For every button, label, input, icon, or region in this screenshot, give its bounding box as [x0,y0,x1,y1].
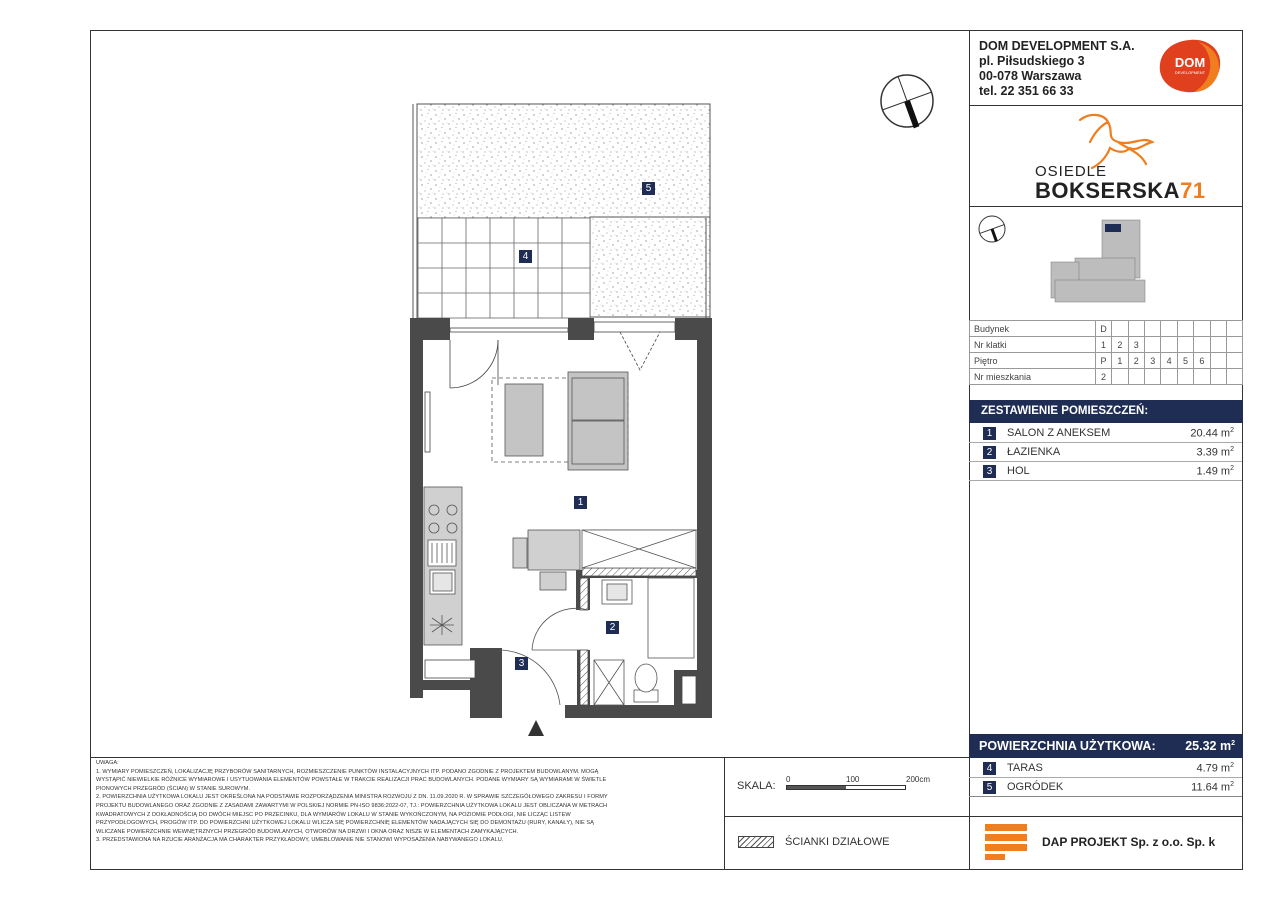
cell: 3 [1128,337,1144,353]
logo-bar [985,824,1027,831]
room-area-value: 20.44 m [1190,427,1231,440]
cell: 2 [1128,353,1144,369]
notes-title: UWAGA: [96,760,119,766]
legend-label: ŚCIANKI DZIAŁOWE [785,836,890,848]
plan-label-bathroom: 2 [606,621,619,634]
cell [1210,353,1226,369]
table-row [970,353,1243,369]
room-name: HOL [1007,465,1030,477]
note-line: PRZYPODŁOGOWYCH, PROGÓW ITP. DO POWIERZCHNI UŻYTKOWEJ LOKALU WLICZA SIĘ POWIERZCHNIĘ ELEMENTÓW NADAJĄCYCH SIĘ DO DEMONTAŻU (RURY, KANAŁY), NIE SĄ [96,820,594,827]
cell: 2 [1095,369,1111,385]
note-line: WYSTĄPIĆ NIEWIELKIE RÓŻNICE WYMIAROWE I USYTUOWANIA ELEMENTÓW POWSTAŁE W TRAKCIE REALIZACJI PRAC BUDOWLANYCH. PODANE WYMIARY SĄ WYMIARAMI W ŚWIETLE [96,777,607,784]
scale-tick: 200cm [906,775,931,784]
cell [1161,369,1177,385]
extra-areas-list [969,759,1243,799]
logo-bar [985,834,1027,841]
room-number: 2 [983,446,996,459]
company-info [979,39,1135,99]
terrace-tiles [418,218,590,318]
unit-sup: 2 [1230,446,1234,453]
room-name: OGRÓDEK [1007,781,1064,793]
usable-area-label: POWIERZCHNIA UŻYTKOWA: [979,739,1156,753]
room-name: TARAS [1007,762,1043,774]
note-line: 1. WYMIARY POMIESZCZEŃ, LOKALIZACJĘ PRZYBORÓW SANITARNYCH, ROZMIESZCZENIE PUNKTÓW INSTALACYJNYCH ITP. PODANO ZGODNIE Z PROJEKTEM BUDOWLANYM. MOGĄ [96,768,599,775]
note-line: PROJEKTU BUDOWLANEGO ORAZ ZGODNIE Z ZASADAMI ZAWARTYMI W POLSKIEJ NORMIE PN-ISO 9836:2022-07, TJ.: POWIERZCHNIA UŻYTKOWA LOKALU JEST OBLICZANA W METRACH [96,802,608,809]
sofa-set [492,372,628,470]
key-plan [975,210,1240,318]
table-row [970,369,1243,385]
row-label: Nr klatki [970,337,1096,353]
cell [1226,369,1242,385]
row-label: Nr mieszkania [970,369,1096,385]
cell [1145,369,1161,385]
dom-logo-text: DOM [1174,55,1206,70]
scale-tick: 100 [846,775,860,784]
scale-tick: 0 [786,775,791,784]
cell [1161,321,1177,337]
divider [969,206,1243,207]
project-name-word: BOKSERSKA [1035,178,1181,203]
table-row [970,321,1243,337]
cell: 6 [1194,353,1210,369]
cell [1128,321,1144,337]
usable-area-value [1185,739,1235,753]
room-area [1196,762,1234,775]
partition-wall-swatch [738,836,774,848]
cell [1226,337,1242,353]
cell [1177,337,1193,353]
company-address-1: pl. Piłsudskiego 3 [979,54,1085,68]
cell [1145,321,1161,337]
compass-small-icon [979,216,1005,242]
cell [1112,321,1128,337]
dom-development-logo [1158,38,1222,94]
cell [1177,369,1193,385]
list-item [969,462,1242,481]
cell [1226,353,1242,369]
logo-bar [985,844,1027,851]
room-area-value: 1.49 m [1196,465,1231,478]
legend-divider [724,816,969,817]
room-area-value: 11.64 m [1191,781,1231,794]
plan-label-garden: 5 [642,182,655,195]
unit-sup: 2 [1230,762,1234,769]
list-item [969,778,1242,797]
dap-projekt-logo [985,824,1027,860]
row-label: Budynek [970,321,1096,337]
note-line: 2. POWIERZCHNIA UŻYTKOWA LOKALU JEST OKREŚLONA NA PODSTAWIE ROZPORZĄDZENIA MINISTRA ROZWOJU Z DN. 11.09.2020 R. W SPRAWIE SZCZEGÓŁOWEGO ZAKRESU I FORMY [96,794,608,801]
project-name-number: 71 [1180,178,1206,203]
cell [1145,337,1161,353]
cell [1194,337,1210,353]
cell [1161,337,1177,353]
cell: 4 [1161,353,1177,369]
room-area-value: 4.79 m [1196,762,1231,775]
cell [1177,321,1193,337]
note-line: PIONOWYCH PRZEGRÓD (ŚCIAN) W STANIE SUROWYM. [96,785,251,792]
kitchen [424,487,462,645]
company-name: DOM DEVELOPMENT S.A. [979,39,1135,53]
unit-sup: 2 [1230,465,1234,472]
project-name-top: OSIEDLE [1035,163,1108,180]
entrance-marker [528,720,544,736]
row-label: Piętro [970,353,1096,369]
room-area [1191,781,1234,794]
cell [1112,369,1128,385]
unit-sup: 2 [1230,427,1234,434]
plan-label-living: 1 [574,496,587,509]
cell: P [1095,353,1111,369]
table-row [970,337,1243,353]
room-number: 5 [983,781,996,794]
plan-label-terrace: 4 [519,250,532,263]
company-phone: tel. 22 351 66 33 [979,84,1074,98]
rooms-header-text: ZESTAWIENIE POMIESZCZEŃ: [981,405,1149,417]
rooms-list [969,424,1243,484]
cell: D [1095,321,1111,337]
notes-block [96,759,718,845]
unit-sup: 2 [1230,781,1234,788]
plan-label-hall: 3 [515,657,528,670]
cell [1128,369,1144,385]
compass-icon [881,75,933,128]
room-number: 1 [983,427,996,440]
scale-label: SKALA: [737,780,776,792]
cell [1210,321,1226,337]
cell [1194,321,1210,337]
list-item [969,424,1242,443]
bathroom-fixtures [500,578,694,705]
cell: 2 [1112,337,1128,353]
apartment-info-table [969,320,1243,385]
dom-logo-subtext: DEVELOPMENT [1174,70,1206,75]
note-line: KWADRATOWYCH Z DOKŁADNOŚCIĄ DO DWÓCH MIEJSC PO PRZECINKU, DLA WYMIARÓW LOKALU W STANIE WYKOŃCZONYM, NA POZIOMIE PODŁOGI, NIE LICZĄC LISTEW [96,811,571,818]
note-line: 3. PRZEDSTAWIONA NA RZUCIE ARANŻACJA MA CHARAKTER PRZYKŁADOWY, UMEBLOWANIE NIE STANOWI WYPOSAŻENIA NABYWANEGO LOKALU. [96,837,504,844]
divider [969,105,1243,106]
list-item [969,759,1242,778]
room-area [1190,427,1234,440]
cell [1226,321,1242,337]
logo-bar [985,854,1005,860]
designer-name: DAP PROJEKT Sp. z o.o. Sp. k [1042,835,1216,849]
room-number: 4 [983,762,996,775]
notes-divider [90,757,969,758]
usable-area-bar [969,734,1243,758]
cell: 5 [1177,353,1193,369]
horse-logo-icon [1060,108,1160,170]
unit-sup: 2 [1231,739,1235,747]
usable-area-number: 25.32 m [1185,739,1232,753]
room-name: SALON Z ANEKSEM [1007,427,1111,439]
cell [1210,337,1226,353]
note-line: WLICZANE POWIERZCHNIE WEWNĘTRZNYCH PRZEGRÓD BUDOWLANYCH, OTWORÓW NA DRZWI I OKNA ORAZ NISZE W ELEMENTACH ZAMYKAJĄCYCH. [96,828,519,835]
cell [1210,369,1226,385]
cell [1194,369,1210,385]
company-address-2: 00-078 Warszawa [979,69,1082,83]
cell: 3 [1145,353,1161,369]
room-area-value: 3.39 m [1196,446,1231,459]
room-number: 3 [983,465,996,478]
room-area [1196,465,1234,478]
room-name: ŁAZIENKA [1007,446,1061,458]
cell: 1 [1112,353,1128,369]
rooms-header [969,400,1243,423]
scale-bar-fill [787,786,846,789]
divider [969,816,1243,817]
scale-bar [786,785,906,790]
scale-divider [724,757,725,870]
cell: 1 [1095,337,1111,353]
list-item [969,443,1242,462]
room-area [1196,446,1234,459]
project-name-main [1035,178,1206,204]
